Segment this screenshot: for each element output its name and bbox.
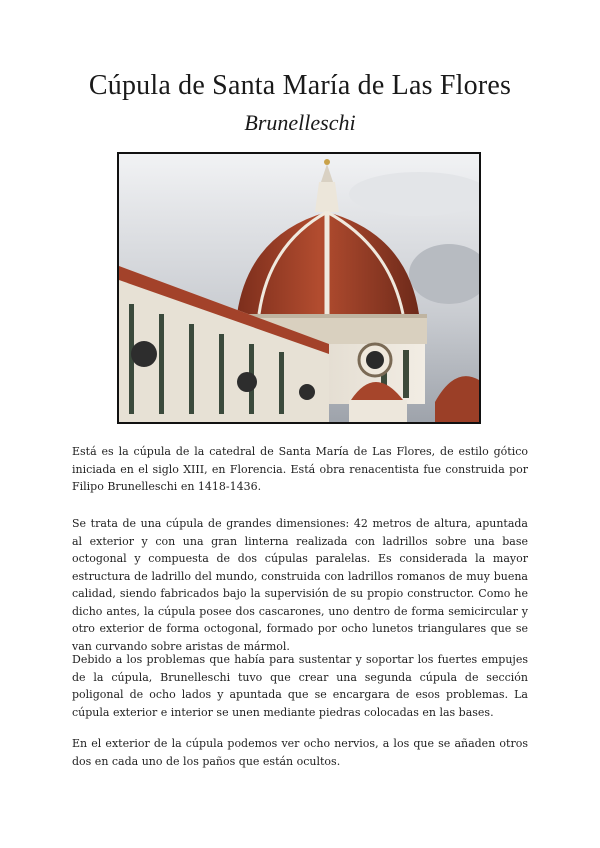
paragraph-intro: Está es la cúpula de la catedral de Santa María de Las Flores, de estilo gótico iniciada en el siglo XIII, en Florencia. Está obra renacentista fue construida por Filipo Brunelleschi en 1418-1436. bbox=[72, 445, 528, 493]
paragraph-exterior: En el exterior de la cúpula podemos ver ocho nervios, a los que se añaden otros dos en cada uno de los paños que están ocultos. bbox=[72, 737, 528, 768]
dome-illustration bbox=[119, 154, 479, 422]
paragraph-dimensions: Se trata de una cúpula de grandes dimensiones: 42 metros de altura, apuntada al exterior y con una gran linterna realizada con ladrillos sobre una base octogonal y compuesta de dos cúpulas paralelas. Es considerada la mayor estructura de ladrillo del mundo, construida con ladrillos romanos de muy buena calidad, siendo fabricados bajo la supervisión de su propio constructor. Como he dicho antes, la cúpula posee dos cascarones, uno dentro de forma semicircular y otro exterior de forma octogonal, formado por ocho lunetos triangulares que se van curvando sobre aristas de mármol. bbox=[72, 517, 528, 653]
paragraph-structure: Debido a los problemas que había para sustentar y soportar los fuertes empujes de la cúpula, Brunelleschi tuvo que crear una segunda cúpula de sección poligonal de ocho lados y apuntada que se encargara de esos problemas. La cúpula exterior e interior se unen mediante piedras colocadas en las bases. bbox=[72, 653, 528, 719]
page-title: Cúpula de Santa María de Las Flores bbox=[88, 70, 512, 101]
cathedral-dome-photo bbox=[117, 152, 481, 424]
page-subtitle: Brunelleschi bbox=[244, 110, 356, 135]
